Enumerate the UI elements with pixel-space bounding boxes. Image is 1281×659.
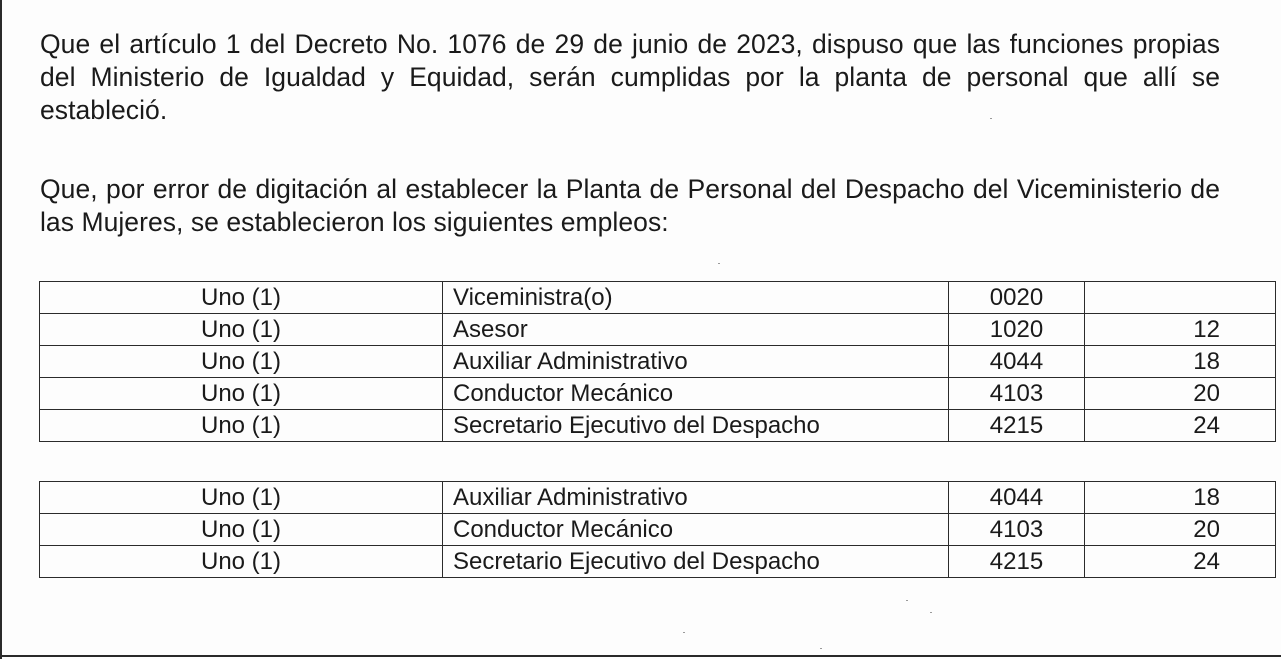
- cell-grade: [1085, 282, 1276, 314]
- cell-position-name: Secretario Ejecutivo del Despacho: [443, 546, 949, 578]
- cell-code: 4103: [949, 378, 1085, 410]
- cell-position-name: Auxiliar Administrativo: [443, 482, 949, 514]
- cell-grade: 18: [1085, 346, 1276, 378]
- scan-speck: [820, 648, 822, 649]
- cell-quantity: Uno (1): [40, 346, 443, 378]
- cell-quantity: Uno (1): [40, 546, 443, 578]
- scan-speck: [683, 632, 685, 633]
- cell-code: 4044: [949, 346, 1085, 378]
- paragraph-typing-error: Que, por error de digitación al establecer la Planta de Personal del Despacho del Viceministerio de las Mujeres, se establecieron los siguientes empleos:: [40, 174, 1220, 237]
- staff-table-erroneous: [39, 281, 1276, 442]
- table-row: [40, 346, 1276, 378]
- cell-code: 4215: [949, 546, 1085, 578]
- cell-position-name: Auxiliar Administrativo: [443, 346, 949, 378]
- cell-grade: 18: [1085, 482, 1276, 514]
- cell-quantity: Uno (1): [40, 314, 443, 346]
- cell-grade: 20: [1085, 378, 1276, 410]
- cell-quantity: Uno (1): [40, 282, 443, 314]
- cell-position-name: Conductor Mecánico: [443, 514, 949, 546]
- cell-quantity: Uno (1): [40, 410, 443, 442]
- cell-grade: 24: [1085, 546, 1276, 578]
- table-row: [40, 514, 1276, 546]
- cell-position-name: Secretario Ejecutivo del Despacho: [443, 410, 949, 442]
- cell-code: 4215: [949, 410, 1085, 442]
- cell-code: 4044: [949, 482, 1085, 514]
- cell-code: 0020: [949, 282, 1085, 314]
- table-row: [40, 282, 1276, 314]
- paragraph-decree-article: Que el artículo 1 del Decreto No. 1076 de 29 de junio de 2023, dispuso que las funciones propias del Ministerio de Igualdad y Equidad, serán cumplidas por la planta de personal que allí se estableció.: [40, 29, 1220, 125]
- scan-speck: [930, 612, 932, 613]
- cell-position-name: Conductor Mecánico: [443, 378, 949, 410]
- cell-quantity: Uno (1): [40, 378, 443, 410]
- cell-code: 4103: [949, 514, 1085, 546]
- table-row: [40, 546, 1276, 578]
- scan-speck: [718, 263, 720, 264]
- cell-grade: 24: [1085, 410, 1276, 442]
- table-row: [40, 378, 1276, 410]
- scan-speck: [990, 118, 992, 119]
- cell-grade: 12: [1085, 314, 1276, 346]
- table-row: [40, 314, 1276, 346]
- cell-position-name: Viceministra(o): [443, 282, 949, 314]
- scan-speck: [906, 600, 908, 601]
- page-bottom-border: [0, 655, 1281, 657]
- cell-quantity: Uno (1): [40, 514, 443, 546]
- cell-code: 1020: [949, 314, 1085, 346]
- cell-quantity: Uno (1): [40, 482, 443, 514]
- table-row: [40, 482, 1276, 514]
- table-row: [40, 410, 1276, 442]
- cell-grade: 20: [1085, 514, 1276, 546]
- cell-position-name: Asesor: [443, 314, 949, 346]
- page-left-border: [0, 0, 2, 659]
- staff-table-second: [39, 481, 1276, 578]
